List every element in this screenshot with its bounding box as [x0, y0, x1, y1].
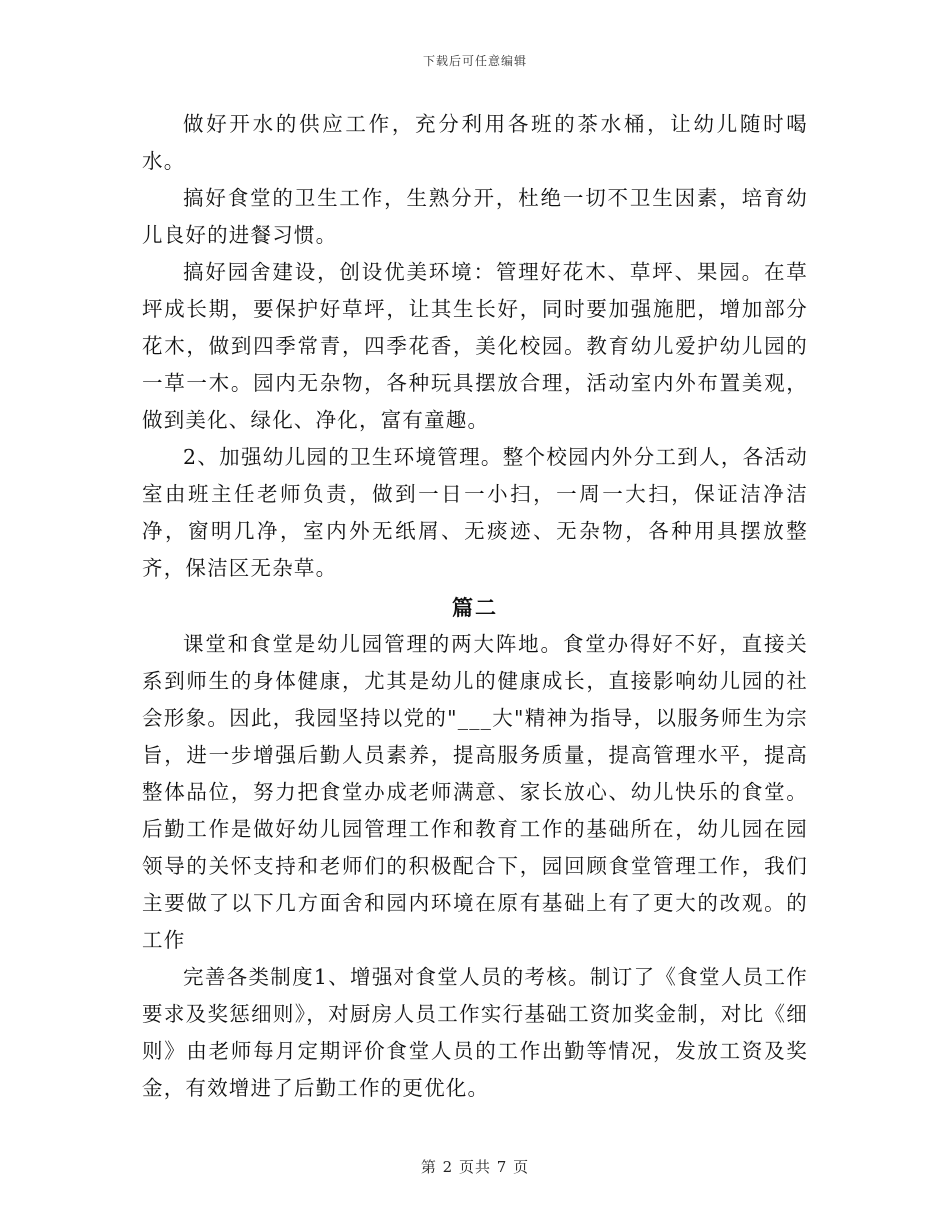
paragraph-campus-environment: 搞好园舍建设，创设优美环境：管理好花木、草坪、果园。在草坪成长期，要保护好草坪，让其生长好，同时要加强施肥，增加部分花木，做到四季常青，四季花香，美化校园。教育幼儿爱护幼儿园的一草一木。园内无杂物，各种玩具摆放合理，活动室内外布置美观，做到美化、绿化、净化，富有童趣。	[142, 260, 808, 432]
paragraph-rules-assessment: 完善各类制度1、增强对食堂人员的考核。制订了《食堂人员工作要求及奖惩细则》，对厨房人员工作实行基础工资加奖金制，对比《细则》由老师每月定期评价食堂人员的工作出勤等情况，发放工资及奖金，有效增进了后勤工作的更优化。	[142, 965, 808, 1100]
header-note: 下载后可任意编辑	[422, 54, 527, 68]
paragraph-hygiene-management: 2、加强幼儿园的卫生环境管理。整个校园内外分工到人，各活动室由班主任老师负责，做到一日一小扫，一周一大扫，保证洁净洁净，窗明几净，室内外无纸屑、无痰迹、无杂物，各种用具摆放整齐，保洁区无杂草。	[142, 445, 808, 580]
paragraph-water-supply: 做好开水的供应工作，充分利用各班的茶水桶，让幼儿随时喝水。	[142, 112, 808, 173]
page-number: 第 2 页共 7 页	[420, 1158, 530, 1176]
paragraph-canteen-overview: 课堂和食堂是幼儿园管理的两大阵地。食堂办得好不好，直接关系到师生的身体健康，尤其是幼儿的健康成长，直接影响幼儿园的社会形象。因此，我园坚持以党的"___大"精神为指导，以服务师生为宗旨，进一步增强后勤人员素养，提高服务质量，提高管理水平，提高整体品位，努力把食堂办成老师满意、家长放心、幼儿快乐的食堂。后勤工作是做好幼儿园管理工作和教育工作的基础所在，幼儿园在园领导的关怀支持和老师们的积极配合下，园回顾食堂管理工作，我们主要做了以下几方面舍和园内环境在原有基础上有了更大的改观。的工作	[142, 632, 808, 952]
section-title: 篇二	[452, 595, 498, 620]
document-body	[142, 106, 808, 1107]
paragraph-canteen-hygiene: 搞好食堂的卫生工作，生熟分开，杜绝一切不卫生因素，培育幼儿良好的进餐习惯。	[142, 186, 808, 247]
